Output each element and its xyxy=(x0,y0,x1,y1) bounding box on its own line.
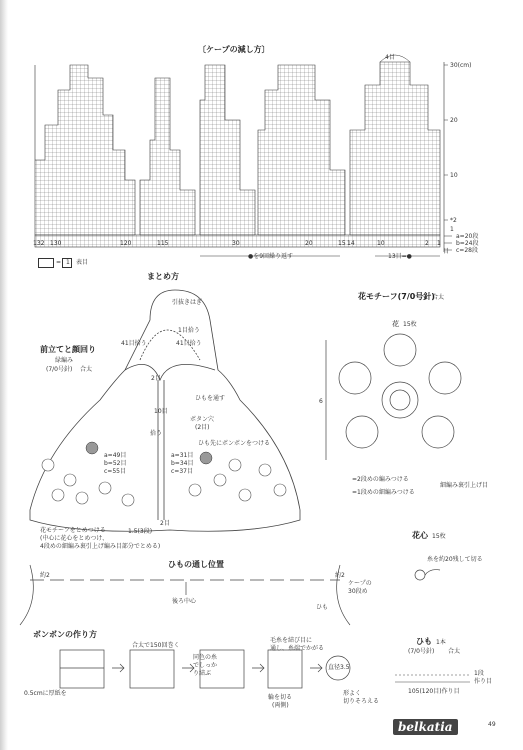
ten-small: 拾う xyxy=(150,430,163,437)
bottom-132: 132 xyxy=(33,240,45,247)
right-count-c: c=37目 xyxy=(171,468,193,475)
repeat-note: ●を9回繰り返す xyxy=(248,253,294,260)
row-note-b: b=24段 xyxy=(456,240,479,247)
bottom-10: 10 xyxy=(377,240,385,247)
front-sub3: 合太 xyxy=(80,366,93,373)
pompon-step3a: 毛糸を結び目に xyxy=(270,637,313,644)
matome-title: まとめ方 xyxy=(147,272,179,281)
pompon-step1: 合太で150回巻く xyxy=(132,642,180,649)
himo-needle: (7/0号針) xyxy=(408,648,435,655)
motif-note-2: (中心に花心をとめつけ、 xyxy=(40,535,109,542)
pompon-step2a: 同色の糸 xyxy=(193,654,218,661)
front-sub1: 緑編み xyxy=(55,357,74,364)
himo-chain xyxy=(395,675,470,682)
flower-title-sub: 合太 xyxy=(432,294,445,301)
bottom-1: 1 xyxy=(437,240,441,247)
pick-41-left: 41目拾う xyxy=(121,340,147,347)
himo-pos-title: ひもの通し位置 xyxy=(168,560,224,569)
front-sub2: (7/0号針) xyxy=(46,366,73,373)
pompon-shape-note2: 切りそろえる xyxy=(343,698,380,705)
bottom-15: 15 xyxy=(338,240,346,247)
himo-toosu: ひもを通す xyxy=(195,395,226,402)
flower-chart xyxy=(326,334,461,460)
right-count-b: b=34目 xyxy=(171,460,194,467)
flower-count: 15枚 xyxy=(403,321,417,328)
axis-20: 20 xyxy=(450,117,458,124)
bottom-2: 2 xyxy=(425,240,429,247)
pompon-step3b: 通し、糸端でかがる xyxy=(270,645,325,652)
legend-label: 表目 xyxy=(76,259,89,266)
bottom-count: 1.5(3段) xyxy=(128,528,153,535)
bottom-20: 20 xyxy=(305,240,313,247)
himo-pos-right: 約2 xyxy=(335,572,345,579)
left-count-a: a=49目 xyxy=(104,452,127,459)
kashin-title: 花心 xyxy=(412,531,428,540)
flower-legend-3: 細編み裏引上げ目 xyxy=(440,482,489,489)
himo-length: 105(120目)作り目 xyxy=(408,688,460,695)
kashin-note: 糸を約20残して切る xyxy=(427,556,483,563)
botanana-2: (2目) xyxy=(195,424,210,431)
decrease-chart xyxy=(35,62,440,247)
himo-pos-cape2: 30段め xyxy=(348,588,368,595)
page-number: 49 xyxy=(488,721,496,728)
pompon-ring-note: 輪を切る xyxy=(268,694,293,701)
ten-moku: 10目 xyxy=(154,408,168,415)
pompon-step2b: でしっか xyxy=(193,662,218,669)
motif-note-1: 花モチーフをとめつける xyxy=(40,527,106,534)
axis-30cm: 30(cm) xyxy=(450,62,472,69)
himo-pos-center: 後ろ中心 xyxy=(172,598,197,605)
thirteen-note: 13目=● xyxy=(388,253,412,260)
legend-blank-square xyxy=(38,258,54,268)
left-count-b: b=52目 xyxy=(104,460,127,467)
himo-count: 1本 xyxy=(436,639,446,646)
bottom-130: 130 xyxy=(50,240,62,247)
bottom-14: 14 xyxy=(347,240,355,247)
axis-10: 10 xyxy=(450,172,458,179)
botanana: ボタン穴 xyxy=(190,416,215,423)
bottom-two: 2目 xyxy=(160,520,170,527)
pompon-attach: ひも先にボンボンをつける xyxy=(198,440,271,447)
legend-value-box xyxy=(62,258,72,268)
pick-41-right: 41目拾う xyxy=(176,340,202,347)
himo-row: 1段 xyxy=(474,670,484,677)
flower-sub: 花 xyxy=(392,320,399,328)
kashin-drawing xyxy=(415,570,440,580)
himo-pos-himo: ひも xyxy=(316,604,329,611)
row-note-c: c=28段 xyxy=(456,247,478,254)
motif-note-3: 4段めの細編み裏引上げ編み目部分でとめる) xyxy=(40,543,161,550)
flower-legend-1: =2段めの編みつける xyxy=(352,476,409,483)
bottom-115: 115 xyxy=(157,240,169,247)
pick-1: 1目拾う xyxy=(178,327,200,334)
brand-logo: belkatia xyxy=(393,719,458,735)
right-count-a: a=31目 xyxy=(171,452,194,459)
kashin-count: 15枚 xyxy=(432,533,446,540)
row-note-a: a=20段 xyxy=(456,233,479,240)
bottom-120: 120 xyxy=(120,240,132,247)
himo-yarn: 合太 xyxy=(448,648,461,655)
bottom-moku: 目 xyxy=(443,248,450,255)
flower-dim: 6 xyxy=(319,398,323,405)
himo-pick: 作り目 xyxy=(474,678,493,685)
himo-pos-left: 約2 xyxy=(40,572,50,579)
pompon-shape-note: 形よく xyxy=(343,690,362,697)
legend-value: 1 xyxy=(66,259,70,266)
front-title: 前立てと顔回り xyxy=(40,345,96,354)
pompon-side-note: 0.5cmに厚紙を xyxy=(24,690,67,697)
pompon-diameter: 直径3.5 xyxy=(328,664,350,671)
top-note: 4目 xyxy=(385,54,395,61)
flower-title: 花モチーフ(7/0号針) xyxy=(358,292,435,301)
left-count-c: c=55目 xyxy=(104,468,126,475)
string-position xyxy=(20,565,350,625)
axis-star2: *2 xyxy=(450,217,457,224)
flower-legend-2: =1段めの細編みつける xyxy=(352,489,415,496)
bottom-30: 30 xyxy=(232,240,240,247)
two-moku: 2目 xyxy=(151,375,161,382)
pompon-title: ボンボンの作り方 xyxy=(33,630,97,639)
himo-title: ひも xyxy=(416,637,432,646)
hood-label: 引抜きはぎ xyxy=(172,299,203,306)
pompon-step2c: り結ぶ xyxy=(193,670,212,677)
chart-title: 〔ケープの減し方〕 xyxy=(198,45,270,54)
pompon-ring-note2: (両側) xyxy=(272,702,289,709)
axis-1: 1 xyxy=(450,226,454,233)
legend-eq: = xyxy=(56,259,62,266)
himo-pos-cape: ケープの xyxy=(348,580,372,587)
